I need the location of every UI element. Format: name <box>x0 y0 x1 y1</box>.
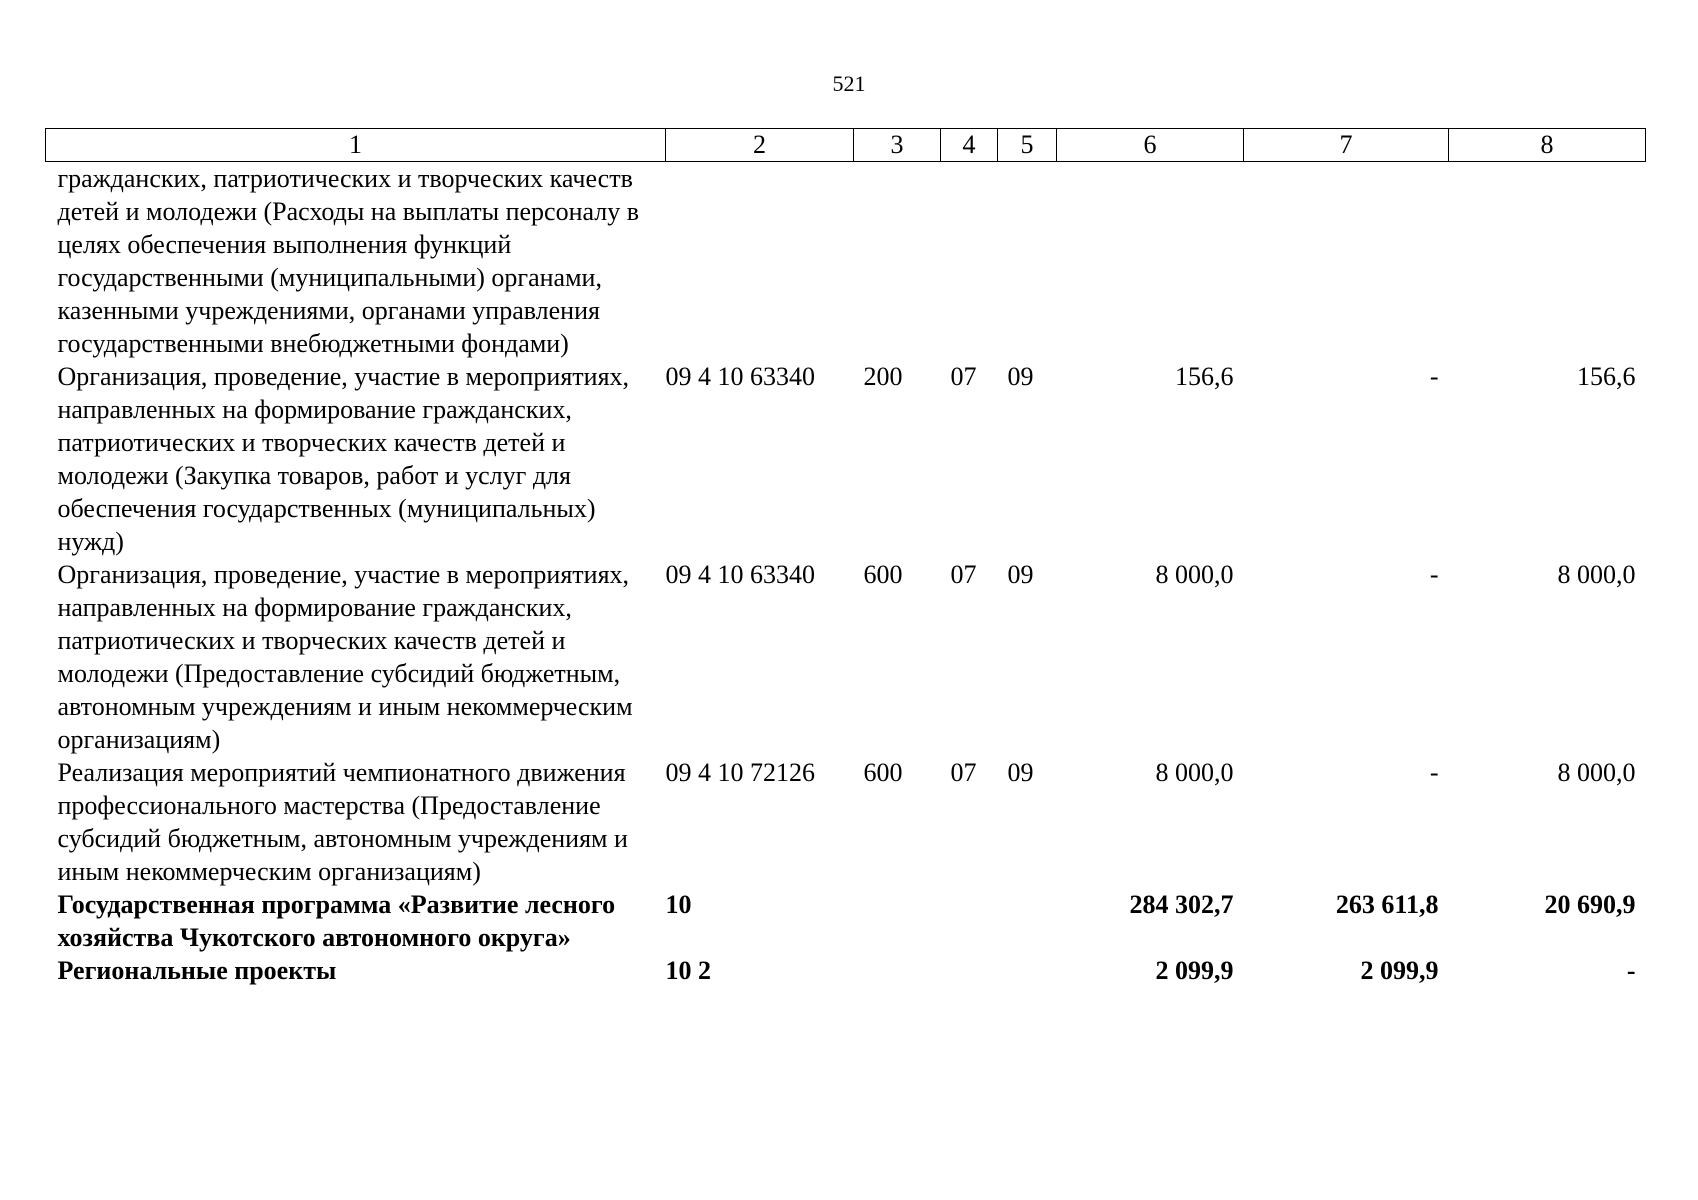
row-name: Государственная программа «Развитие лесного хозяйства Чукотского автономного округа» <box>57 890 616 952</box>
row-column-8: 20 690,9 <box>1544 890 1636 919</box>
row-subsection: 09 <box>1007 758 1034 787</box>
page-number: 521 <box>832 71 866 96</box>
row-column-8: 8 000,0 <box>1557 758 1636 787</box>
column-header-7: 7 <box>1244 129 1449 162</box>
column-header-4: 4 <box>941 129 998 162</box>
row-column-7: - <box>1429 362 1439 391</box>
row-total: 2 099,9 <box>1155 956 1234 985</box>
budget-table <box>45 128 1646 987</box>
row-subsection: 09 <box>1007 362 1034 391</box>
row-section <box>941 888 998 954</box>
row-expense-type: 600 <box>863 560 903 589</box>
column-header-5: 5 <box>998 129 1057 162</box>
row-target-code: 10 2 <box>665 956 711 985</box>
column-header-6: 6 <box>1057 129 1244 162</box>
table-row <box>46 558 1646 756</box>
table-body <box>46 162 1646 988</box>
row-section: 07 <box>950 362 977 391</box>
header-row <box>46 129 1646 162</box>
row-subsection <box>998 888 1057 954</box>
row-total: 8 000,0 <box>1155 560 1234 589</box>
table-row <box>46 360 1646 558</box>
row-name: Организация, проведение, участие в мероприятиях, направленных на формирование гражданских, патриотических и творческих качеств детей и молодежи (Закупка товаров, работ и услуг для обеспечения государственных (муниципальных) нужд) <box>57 362 630 556</box>
row-target-code <box>666 162 854 361</box>
row-expense-type: 200 <box>863 362 903 391</box>
row-total: 156,6 <box>1175 362 1234 391</box>
row-section: 07 <box>950 560 977 589</box>
row-section <box>941 162 998 361</box>
row-total: 8 000,0 <box>1155 758 1234 787</box>
row-column-7 <box>1244 162 1449 361</box>
row-subsection <box>998 954 1057 987</box>
table-row <box>46 954 1646 987</box>
row-subsection <box>998 162 1057 361</box>
table-row <box>46 162 1646 361</box>
row-name: Реализация мероприятий чемпионатного движения профессионального мастерства (Предоставление субсидий бюджетным, автономным учреждениям и иным некоммерческим организациям) <box>57 758 628 886</box>
row-name: Региональные проекты <box>57 956 337 985</box>
row-target-code: 09 4 10 63340 <box>665 362 815 391</box>
row-column-7: - <box>1429 758 1439 787</box>
row-subsection: 09 <box>1007 560 1034 589</box>
row-column-7: 263 611,8 <box>1335 890 1439 919</box>
row-column-8 <box>1449 162 1646 361</box>
table-row <box>46 756 1646 888</box>
row-section: 07 <box>950 758 977 787</box>
row-column-8: 8 000,0 <box>1557 560 1636 589</box>
row-expense-type <box>854 888 941 954</box>
table-row <box>46 888 1646 954</box>
row-column-7: - <box>1429 560 1439 589</box>
column-header-8: 8 <box>1449 129 1646 162</box>
row-expense-type <box>854 162 941 361</box>
row-total <box>1057 162 1244 361</box>
row-expense-type: 600 <box>863 758 903 787</box>
row-target-code: 09 4 10 63340 <box>665 560 815 589</box>
row-section <box>941 954 998 987</box>
row-target-code: 09 4 10 72126 <box>665 758 815 787</box>
row-column-8: 156,6 <box>1577 362 1636 391</box>
table-header <box>46 129 1646 162</box>
column-header-2: 2 <box>666 129 854 162</box>
column-header-1: 1 <box>46 129 666 162</box>
row-target-code: 10 <box>665 890 692 919</box>
column-header-3: 3 <box>854 129 941 162</box>
row-name: Организация, проведение, участие в мероприятиях, направленных на формирование гражданских, патриотических и творческих качеств детей и молодежи (Предоставление субсидий бюджетным, автономным учреждениям и иным некоммерческим организациям) <box>57 560 633 754</box>
row-total: 284 302,7 <box>1129 890 1234 919</box>
row-column-8: - <box>1626 956 1636 985</box>
row-name: гражданских, патриотических и творческих качеств детей и молодежи (Расходы на выплаты персоналу в целях обеспечения выполнения функций государственными (муниципальными) органами, казенными учреждениями, органами управления государственными внебюджетными фондами) <box>57 164 640 358</box>
row-column-7: 2 099,9 <box>1360 956 1439 985</box>
row-expense-type <box>854 954 941 987</box>
